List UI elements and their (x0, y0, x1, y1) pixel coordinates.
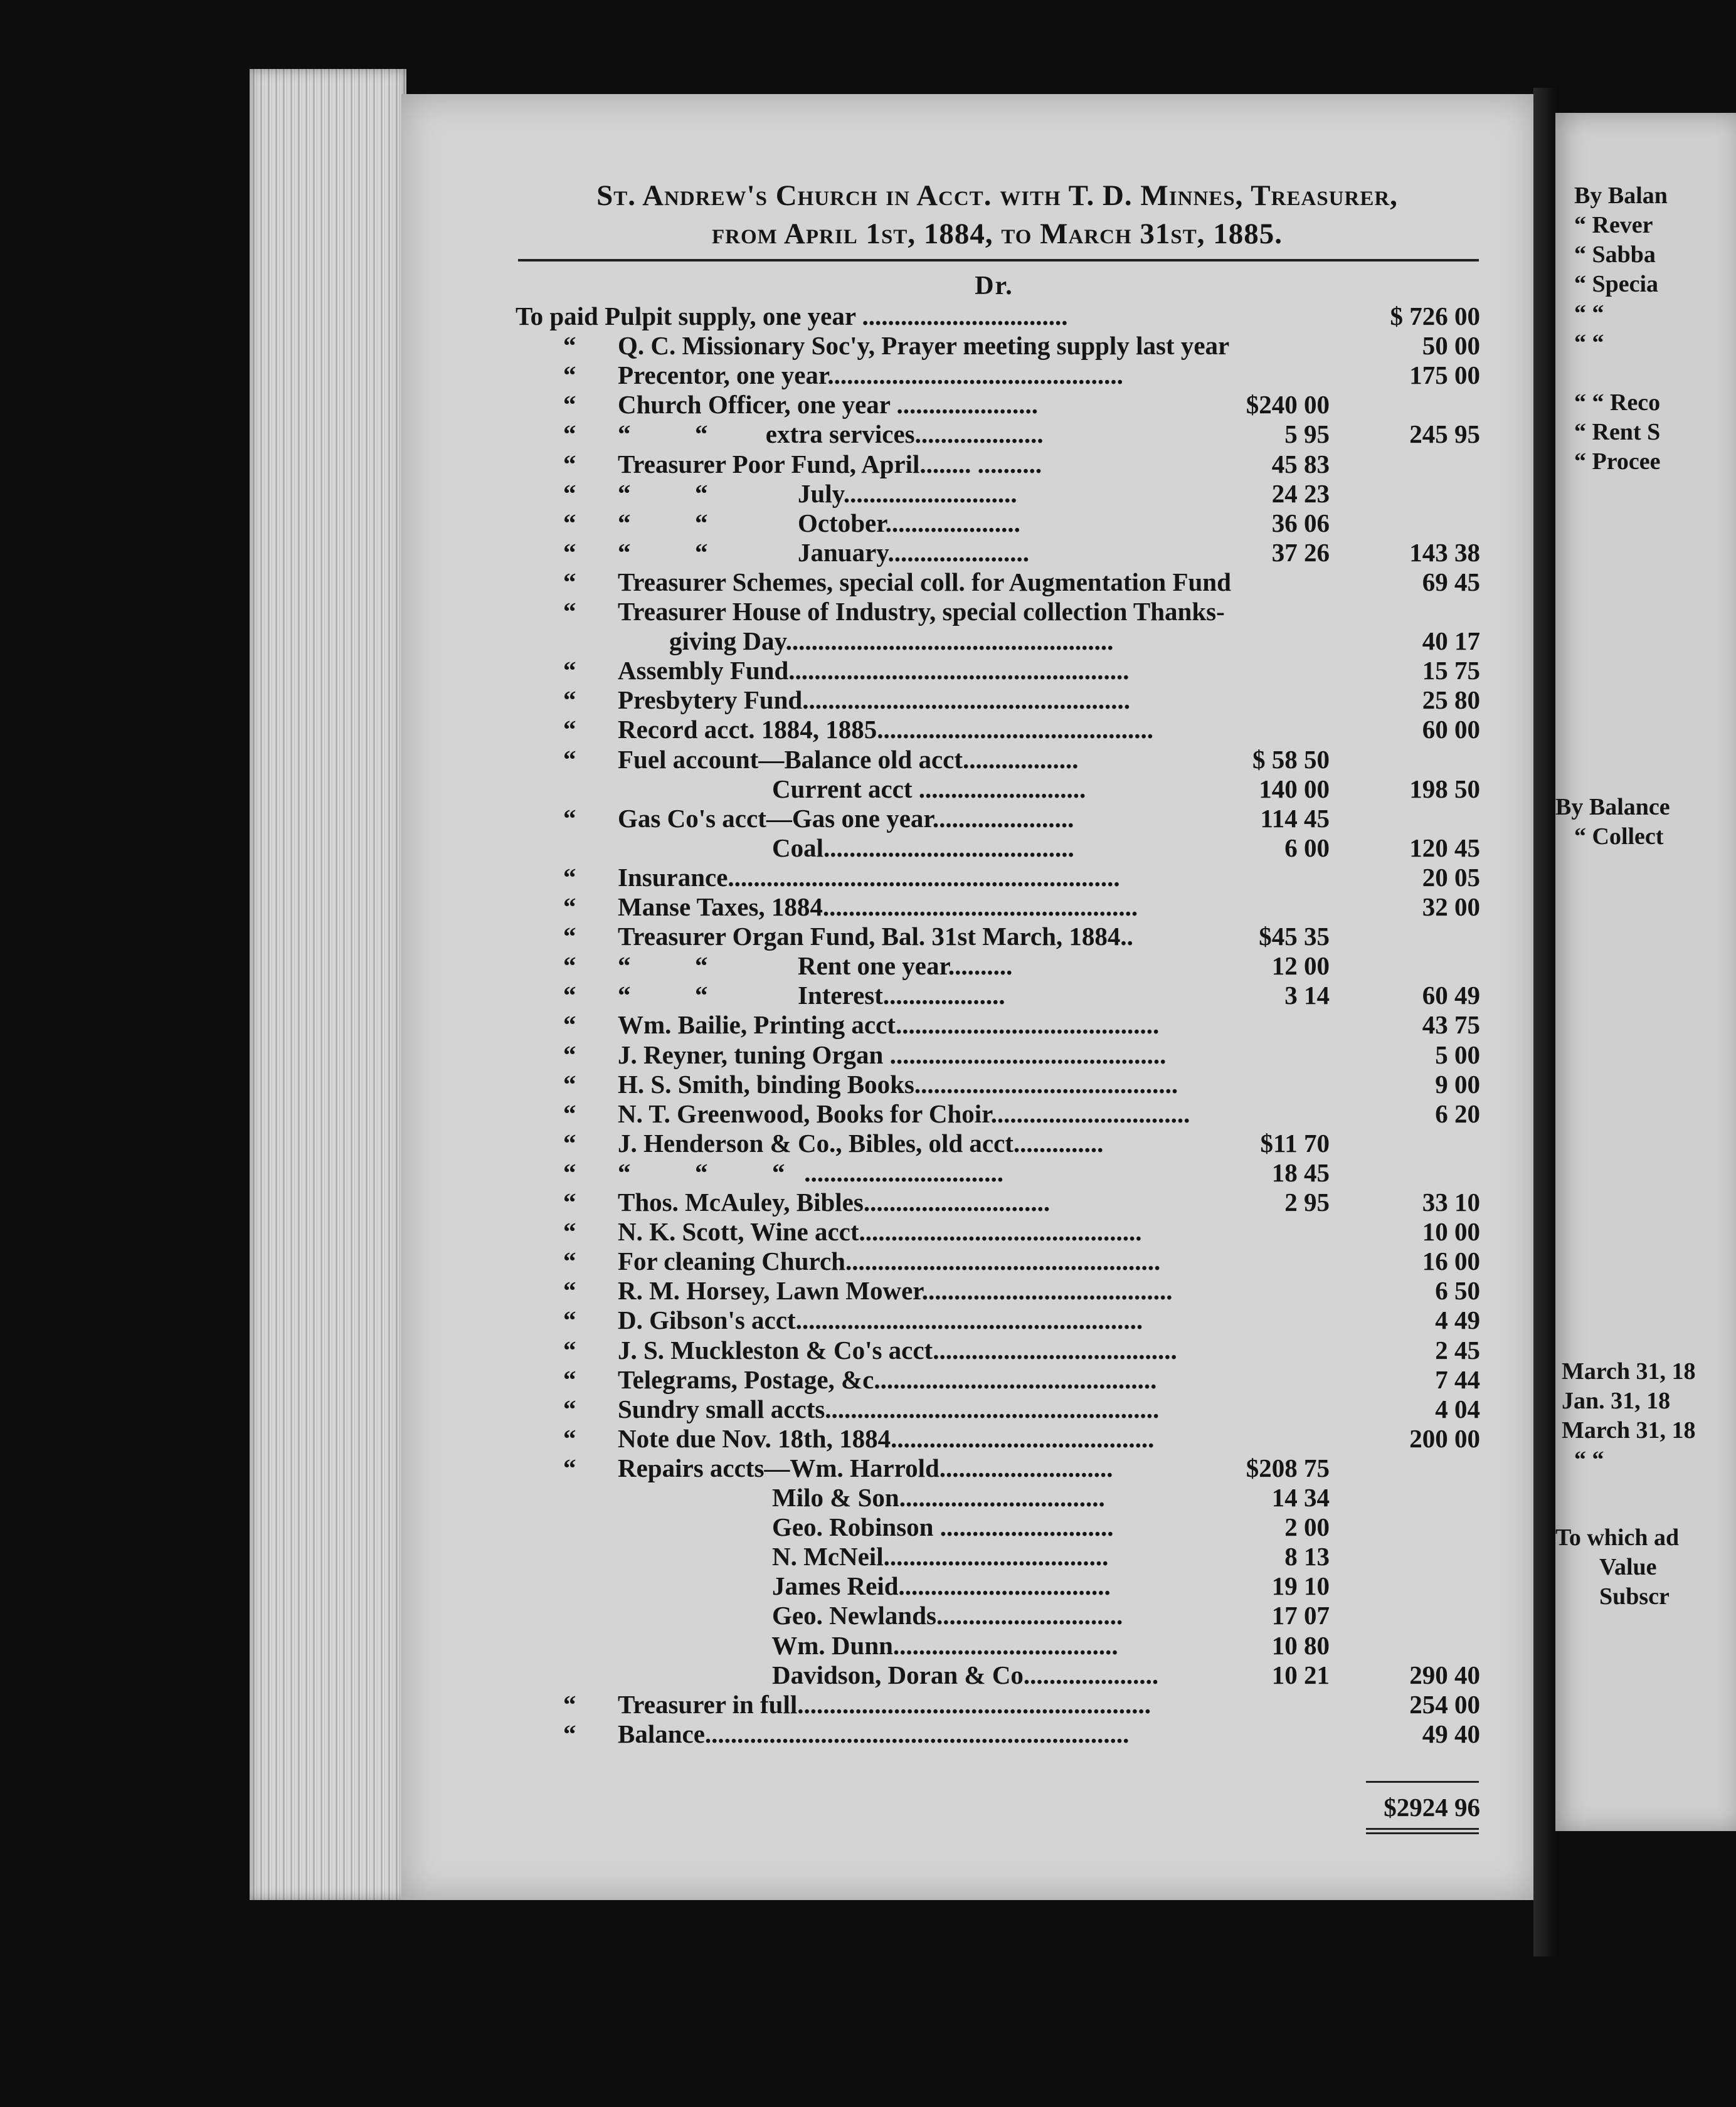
ditto-mark: “ (563, 922, 576, 951)
total-amount: 10 00 (1422, 1217, 1480, 1247)
entry-description: Q. C. Missionary Soc'y, Prayer meeting supply last year (618, 331, 1230, 361)
header-line-1: St. Andrew's Church in Acct. with T. D. Minnes, Treasurer, (596, 179, 1398, 212)
ledger-row (0, 1630, 1736, 1661)
ledger-row (0, 1512, 1736, 1542)
subtotal-amount: 36 06 (1271, 508, 1330, 537)
right-page-line: March 31, 18 (1562, 1358, 1696, 1385)
ledger-row (0, 951, 1736, 981)
ditto-mark: “ (563, 981, 576, 1010)
subtotal-amount: $ 58 50 (1252, 744, 1330, 774)
entry-description: R. M. Horsey, Lawn Mower....................................... (618, 1276, 1173, 1306)
total-amount: 4 04 (1435, 1394, 1480, 1423)
total-rule-bottom-double (1366, 1832, 1479, 1834)
ledger-row (0, 360, 1736, 390)
ditto-mark: “ (563, 390, 576, 420)
ledger-row (0, 1099, 1736, 1129)
ditto-mark: “ (563, 1306, 576, 1335)
right-page-line: “ Rent S (1574, 419, 1661, 445)
total-amount: 2 45 (1435, 1335, 1480, 1365)
entry-description: “ “ Rent one year.......... (618, 951, 1013, 981)
right-page-line: “ “ Reco (1574, 389, 1661, 416)
ditto-mark: “ (563, 1158, 576, 1187)
subtotal-amount: 10 21 (1271, 1660, 1330, 1689)
ledger-row (0, 567, 1736, 597)
entry-description: Geo. Newlands............................. (618, 1601, 1123, 1630)
ditto-mark: “ (563, 656, 576, 685)
total-amount: 69 45 (1422, 567, 1480, 596)
total-amount: 120 45 (1409, 833, 1480, 862)
total-amount: 143 38 (1409, 537, 1480, 567)
subtotal-amount: $240 00 (1246, 390, 1330, 420)
entry-description: Wm. Bailie, Printing acct......................................... (618, 1010, 1160, 1040)
entry-description: Thos. McAuley, Bibles............................. (618, 1188, 1051, 1217)
right-page-line: “ Specia (1574, 271, 1659, 297)
ledger-row (0, 626, 1736, 656)
ditto-mark: “ (563, 1365, 576, 1394)
total-amount: 198 50 (1409, 774, 1480, 803)
ledger-row (0, 1600, 1736, 1630)
ledger-row (0, 1453, 1736, 1483)
entry-description: Assembly Fund..................................................... (618, 656, 1130, 685)
total-amount: 25 80 (1422, 685, 1480, 715)
entry-description: giving Day................................................... (618, 626, 1114, 656)
ledger-row (0, 1689, 1736, 1719)
ledger-row (0, 921, 1736, 951)
total-amount: 6 50 (1435, 1276, 1480, 1306)
entry-description: J. Henderson & Co., Bibles, old acct.............. (618, 1128, 1104, 1158)
right-page-line: To which ad (1555, 1524, 1680, 1551)
ledger-row (0, 389, 1736, 420)
entry-description: Record acct. 1884, 1885........................................... (618, 715, 1154, 744)
entry-description: Insurance............................................................. (618, 862, 1120, 892)
ditto-mark: “ (563, 803, 576, 833)
ledger-row (0, 685, 1736, 715)
ditto-mark: “ (563, 1010, 576, 1040)
entry-description: Treasurer in full....................................................... (618, 1689, 1151, 1719)
ledger-row (0, 1187, 1736, 1217)
entry-description: J. Reyner, tuning Organ ........................................... (618, 1040, 1167, 1069)
subtotal-amount: 8 13 (1284, 1542, 1330, 1571)
entry-description: D. Gibson's acct...................................................... (618, 1306, 1143, 1335)
entry-description: Repairs accts—Wm. Harrold........................... (618, 1453, 1113, 1482)
total-amount: 200 00 (1409, 1423, 1480, 1453)
entry-description: Church Officer, one year ...................... (618, 390, 1038, 420)
ledger-row (0, 862, 1736, 892)
entry-description: H. S. Smith, binding Books......................................... (618, 1069, 1178, 1099)
entry-description: Treasurer Poor Fund, April........ .......... (618, 449, 1042, 478)
subtotal-amount: 114 45 (1260, 803, 1330, 833)
ditto-mark: “ (563, 1423, 576, 1453)
ledger-row (0, 655, 1736, 685)
entry-description: Davidson, Doran & Co..................... (618, 1660, 1159, 1689)
subtotal-amount: 14 34 (1271, 1483, 1330, 1512)
ditto-mark: “ (563, 685, 576, 715)
entry-description: N. McNeil................................... (618, 1542, 1109, 1571)
ditto-mark: “ (563, 508, 576, 537)
ledger-row (0, 508, 1736, 538)
ditto-mark: “ (563, 1247, 576, 1276)
total-amount: 32 00 (1422, 892, 1480, 921)
ledger-row (0, 1305, 1736, 1335)
ledger-row (0, 301, 1736, 331)
ledger-row (0, 980, 1736, 1010)
ledger-row (0, 330, 1736, 361)
total-amount: 60 00 (1422, 715, 1480, 744)
ditto-mark: “ (563, 862, 576, 892)
total-amount: 290 40 (1409, 1660, 1480, 1689)
total-amount: 4 49 (1435, 1306, 1480, 1335)
entry-description: “ “ extra services.................... (618, 420, 1044, 449)
ditto-mark: “ (563, 1128, 576, 1158)
entry-description: “ “ January...................... (618, 537, 1030, 567)
right-page-line: “ Sabba (1574, 241, 1656, 268)
ledger-row (0, 1394, 1736, 1424)
right-page-line: Value (1599, 1554, 1657, 1580)
entry-description: “ “ Interest................... (618, 981, 1005, 1010)
subtotal-amount: 17 07 (1271, 1601, 1330, 1630)
subtotal-amount: 6 00 (1284, 833, 1330, 862)
total-amount: $ 726 00 (1390, 302, 1480, 330)
debit-label: Dr. (975, 272, 1014, 300)
ledger-row (0, 478, 1736, 509)
right-page-line: “ “ (1574, 1447, 1604, 1473)
entry-description: “ “ “ ............................... (618, 1158, 1003, 1187)
right-page-line: “ Collect (1574, 823, 1664, 850)
total-rule-bottom (1366, 1828, 1479, 1830)
ditto-mark: “ (563, 1719, 576, 1748)
ledger-row (0, 833, 1736, 863)
ledger-row (0, 1660, 1736, 1690)
entry-description: Precentor, one year.............................................. (618, 361, 1123, 390)
ledger-row (0, 1128, 1736, 1158)
total-amount: 20 05 (1422, 862, 1480, 892)
page-header (514, 177, 1480, 253)
ledger-row (0, 1069, 1736, 1099)
right-page-line: March 31, 18 (1562, 1417, 1696, 1444)
entry-description: Treasurer Organ Fund, Bal. 31st March, 1884.. (618, 922, 1133, 951)
ditto-mark: “ (563, 1099, 576, 1128)
ledger-row (0, 1482, 1736, 1513)
ditto-mark: “ (563, 1689, 576, 1719)
total-amount: 16 00 (1422, 1247, 1480, 1276)
subtotal-amount: 3 14 (1284, 981, 1330, 1010)
subtotal-amount: 10 80 (1271, 1630, 1330, 1660)
ditto-mark: “ (563, 1188, 576, 1217)
ditto-mark: “ (563, 892, 576, 921)
grand-total: $2924 96 (1384, 1793, 1480, 1822)
entry-description: Manse Taxes, 1884................................................. (618, 892, 1138, 921)
total-amount: 49 40 (1422, 1719, 1480, 1748)
ledger-row (0, 744, 1736, 774)
ditto-mark: “ (563, 1069, 576, 1099)
ledger-row (0, 1010, 1736, 1040)
ledger-row (0, 803, 1736, 833)
ditto-mark: “ (563, 715, 576, 744)
entry-description: Presbytery Fund................................................... (618, 685, 1130, 715)
ditto-mark: “ (563, 744, 576, 774)
ledger-row (0, 892, 1736, 922)
ditto-mark: “ (563, 1040, 576, 1069)
ledger-row (0, 1158, 1736, 1188)
entry-description: Treasurer House of Industry, special collection Thanks- (618, 597, 1225, 626)
ditto-mark: “ (563, 597, 576, 626)
ditto-mark: “ (563, 1394, 576, 1423)
total-amount: 175 00 (1409, 361, 1480, 390)
total-amount: 40 17 (1422, 626, 1480, 656)
entry-description: “ “ July........................... (618, 478, 1017, 508)
entry-description: To paid Pulpit supply, one year ................................ (516, 302, 1068, 330)
subtotal-amount: 5 95 (1284, 420, 1330, 449)
total-amount: 6 20 (1435, 1099, 1480, 1128)
ditto-mark: “ (563, 420, 576, 449)
right-page-line: Subscr (1599, 1583, 1670, 1610)
ditto-mark: “ (563, 1217, 576, 1247)
total-amount: 9 00 (1435, 1069, 1480, 1099)
total-amount: 254 00 (1409, 1689, 1480, 1719)
ledger-row (0, 1335, 1736, 1365)
entry-description: Current acct .......................... (618, 774, 1086, 803)
ledger-row (0, 1365, 1736, 1395)
total-rule-top (1366, 1781, 1479, 1783)
entry-description: Coal....................................... (618, 833, 1074, 862)
entry-description: N. K. Scott, Wine acct............................................ (618, 1217, 1142, 1247)
subtotal-amount: 24 23 (1271, 478, 1330, 508)
entry-description: Wm. Dunn................................... (618, 1630, 1118, 1660)
header-rule (518, 259, 1479, 261)
right-page-line: “ Rever (1574, 212, 1653, 238)
ditto-mark: “ (563, 331, 576, 361)
ditto-mark: “ (563, 1335, 576, 1365)
subtotal-amount: 12 00 (1271, 951, 1330, 981)
subtotal-amount: $208 75 (1246, 1453, 1330, 1482)
entry-description: J. S. Muckleston & Co's acct...................................... (618, 1335, 1177, 1365)
entry-description: Note due Nov. 18th, 1884......................................... (618, 1423, 1155, 1453)
entry-description: Sundry small accts.................................................... (618, 1394, 1160, 1423)
entry-description: Telegrams, Postage, &c............................................ (618, 1365, 1157, 1394)
entry-description: N. T. Greenwood, Books for Choir............................... (618, 1099, 1190, 1128)
entry-description: Geo. Robinson ........................... (618, 1513, 1114, 1542)
total-amount: 15 75 (1422, 656, 1480, 685)
right-page-line: By Balan (1574, 182, 1668, 209)
subtotal-amount: 2 00 (1284, 1513, 1330, 1542)
total-amount: 43 75 (1422, 1010, 1480, 1040)
ledger-row (0, 596, 1736, 626)
entry-description: Treasurer Schemes, special coll. for Augmentation Fund (618, 567, 1231, 596)
ditto-mark: “ (563, 449, 576, 478)
entry-description: Gas Co's acct—Gas one year...................... (618, 803, 1074, 833)
right-page-line: By Balance (1555, 794, 1670, 820)
subtotal-amount: $45 35 (1259, 922, 1330, 951)
total-amount: 7 44 (1435, 1365, 1480, 1394)
subtotal-amount: 2 95 (1284, 1188, 1330, 1217)
ledger-row (0, 774, 1736, 804)
ditto-mark: “ (563, 361, 576, 390)
subtotal-amount: 18 45 (1271, 1158, 1330, 1187)
ledger-row (0, 1571, 1736, 1601)
ledger-row (0, 1275, 1736, 1306)
ledger-row (0, 1541, 1736, 1571)
total-amount: 60 49 (1422, 981, 1480, 1010)
ledger-row (0, 449, 1736, 479)
ledger-row (0, 1217, 1736, 1247)
subtotal-amount: 37 26 (1271, 537, 1330, 567)
ledger-row (0, 419, 1736, 449)
ledger-row (0, 1040, 1736, 1070)
total-amount: 245 95 (1409, 420, 1480, 449)
ledger-row (0, 1246, 1736, 1276)
entry-description: James Reid................................. (618, 1571, 1111, 1601)
total-amount: 50 00 (1422, 331, 1480, 361)
ditto-mark: “ (563, 537, 576, 567)
right-page-line: “ “ (1574, 300, 1604, 327)
header-line-2: from April 1st, 1884, to March 31st, 1885. (711, 218, 1283, 250)
subtotal-amount: 45 83 (1271, 449, 1330, 478)
ditto-mark: “ (563, 1276, 576, 1306)
subtotal-amount: $11 70 (1260, 1128, 1330, 1158)
total-amount: 33 10 (1422, 1188, 1480, 1217)
entry-description: Fuel account—Balance old acct.................. (618, 744, 1079, 774)
entry-description: Milo & Son................................ (618, 1483, 1105, 1512)
entry-description: For cleaning Church................................................. (618, 1247, 1161, 1276)
ditto-mark: “ (563, 1453, 576, 1482)
subtotal-amount: 140 00 (1259, 774, 1330, 803)
entry-description: “ “ October..................... (618, 508, 1020, 537)
entry-description: Balance.................................................................. (618, 1719, 1130, 1748)
ledger-row (0, 1719, 1736, 1749)
ledger-row (0, 714, 1736, 744)
ledger-row (0, 537, 1736, 568)
right-page-line: “ “ (1574, 330, 1604, 356)
ledger-row (0, 1423, 1736, 1454)
subtotal-amount: 19 10 (1271, 1571, 1330, 1601)
right-page-line: Jan. 31, 18 (1562, 1388, 1671, 1414)
ditto-mark: “ (563, 567, 576, 596)
total-amount: 5 00 (1435, 1040, 1480, 1069)
ditto-mark: “ (563, 951, 576, 981)
right-page-line: “ Procee (1574, 448, 1661, 475)
ditto-mark: “ (563, 478, 576, 508)
